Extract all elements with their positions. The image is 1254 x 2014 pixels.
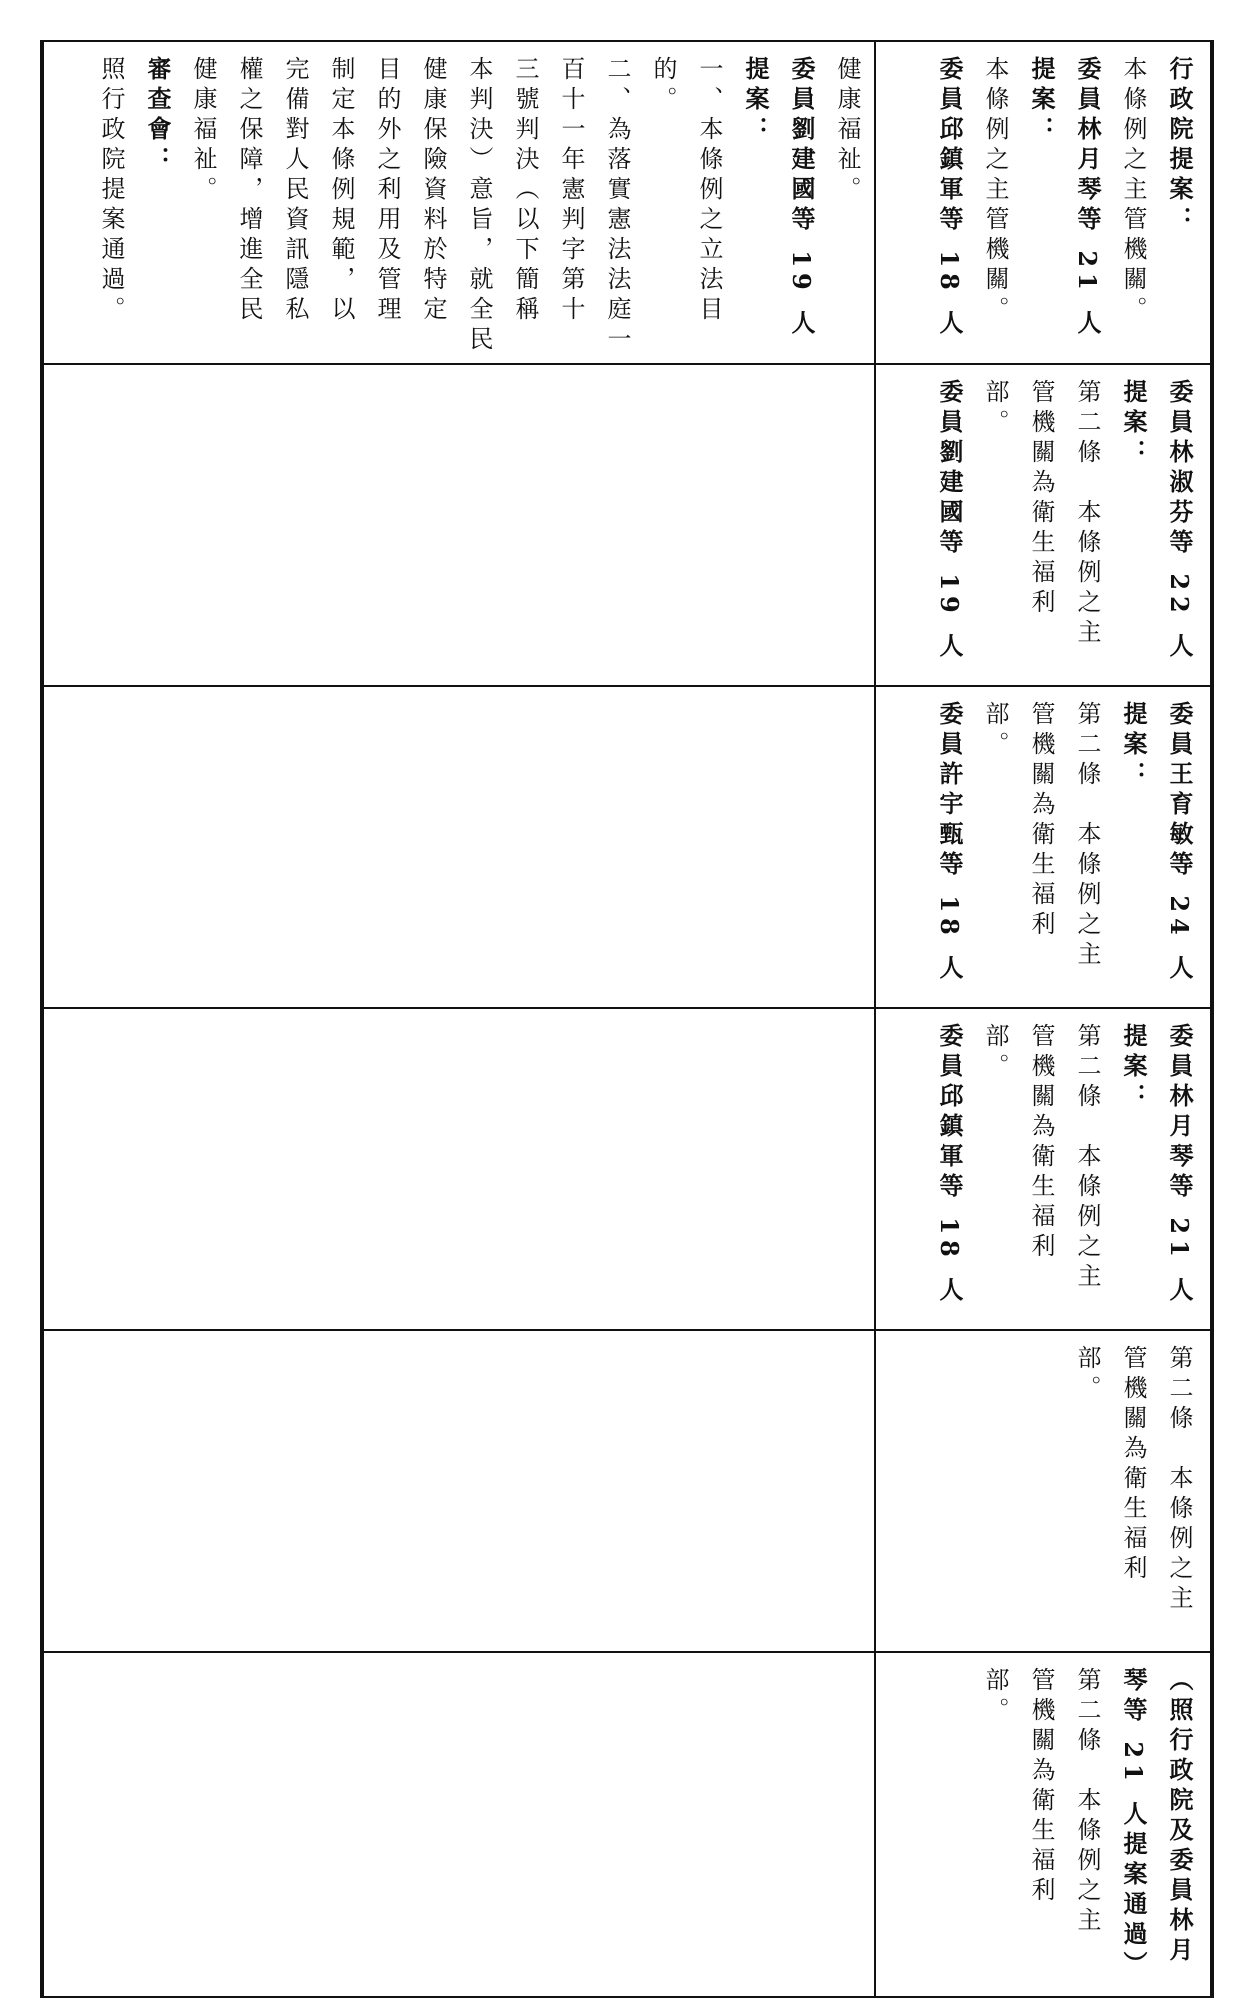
- text-line: 完備對人民資訊隱私: [281, 56, 309, 326]
- text-line: 委員劉建國等 19 人: [935, 379, 964, 664]
- table-border-left: [40, 40, 44, 1998]
- text-line: 管機關為衛生福利: [1027, 1667, 1055, 1907]
- text-line: 部。: [1073, 1345, 1101, 1405]
- text-line: 委員林淑芬等 22 人: [1165, 379, 1194, 664]
- text-line: 第二條 本條例之主: [1073, 1667, 1101, 1937]
- cell-article-row-3: [880, 1011, 1202, 1331]
- cell-explanation-row-1: [50, 367, 870, 687]
- text-line: 委員邱鎮軍等 18 人: [935, 56, 964, 341]
- text-line: 審查會：: [143, 56, 172, 176]
- text-line: 權之保障，增進全民: [235, 56, 263, 326]
- text-line: 部。: [981, 379, 1009, 439]
- text-line: 本條例之主管機關。: [981, 56, 1009, 326]
- text-line: 提案：: [1119, 379, 1148, 469]
- text-line: 提案：: [1119, 1023, 1148, 1113]
- text-line: 制定本條例規範，以: [327, 56, 355, 326]
- text-line: 本判決）意旨，就全民: [465, 56, 493, 356]
- text-line: 部。: [981, 701, 1009, 761]
- text-line: 管機關為衛生福利: [1027, 1023, 1055, 1263]
- text-line: 委員王育敏等 24 人: [1165, 701, 1194, 986]
- text-line: 健康保險資料於特定: [419, 56, 447, 326]
- text-line: 健康福祉。: [189, 56, 217, 206]
- cell-explanation-row-0: [50, 44, 870, 364]
- text-line: 本條例之主管機關。: [1119, 56, 1147, 326]
- text-line: 行政院提案：: [1165, 56, 1194, 236]
- text-line: 委員劉建國等 19 人: [787, 56, 816, 341]
- text-line: 第二條 本條例之主: [1073, 701, 1101, 971]
- cell-explanation-row-4: [50, 1333, 870, 1653]
- cell-explanation-row-5: [50, 1655, 870, 1997]
- cell-article-row-4: [880, 1333, 1202, 1653]
- text-line: 委員林月琴等 21 人: [1165, 1023, 1194, 1308]
- text-line: 百十一年憲判字第十: [557, 56, 585, 326]
- cell-article-row-2: [880, 689, 1202, 1009]
- table-border-right: [1210, 40, 1214, 1998]
- text-line: 第二條 本條例之主: [1073, 1023, 1101, 1293]
- text-line: 管機關為衛生福利: [1027, 701, 1055, 941]
- cell-article-row-5: [880, 1655, 1202, 1997]
- text-line: 提案：: [741, 56, 770, 146]
- text-line: （照行政院及委員林月: [1165, 1667, 1194, 1967]
- text-line: 第二條 本條例之主: [1165, 1345, 1193, 1615]
- row-divider: [40, 40, 1214, 42]
- text-line: 管機關為衛生福利: [1027, 379, 1055, 619]
- text-line: 健康福祉。: [833, 56, 861, 206]
- text-line: 部。: [981, 1667, 1009, 1727]
- text-line: 提案：: [1027, 56, 1056, 146]
- text-line: 提案：: [1119, 701, 1148, 791]
- text-line: 第二條 本條例之主: [1073, 379, 1101, 649]
- text-line: 委員邱鎮軍等 18 人: [935, 1023, 964, 1308]
- cell-explanation-row-3: [50, 1011, 870, 1331]
- text-line: 管機關為衛生福利: [1119, 1345, 1147, 1585]
- text-line: 一、本條例之立法目的。: [649, 56, 723, 326]
- text-line: 照行政院提案通過。: [97, 56, 125, 326]
- cell-explanation-row-2: [50, 689, 870, 1009]
- text-line: 部。: [981, 1023, 1009, 1083]
- text-line: 目的外之利用及管理: [373, 56, 401, 326]
- cell-article-row-0: [880, 44, 1202, 364]
- text-line: 委員林月琴等 21 人: [1073, 56, 1102, 341]
- text-line: 琴等 21 人提案通過）: [1119, 1667, 1148, 1982]
- text-line: 三號判決（以下簡稱: [511, 56, 539, 326]
- text-line: 二、為落實憲法法庭一: [603, 56, 631, 356]
- text-line: 委員許宇甄等 18 人: [935, 701, 964, 986]
- column-divider: [874, 40, 876, 1998]
- cell-article-row-1: [880, 367, 1202, 687]
